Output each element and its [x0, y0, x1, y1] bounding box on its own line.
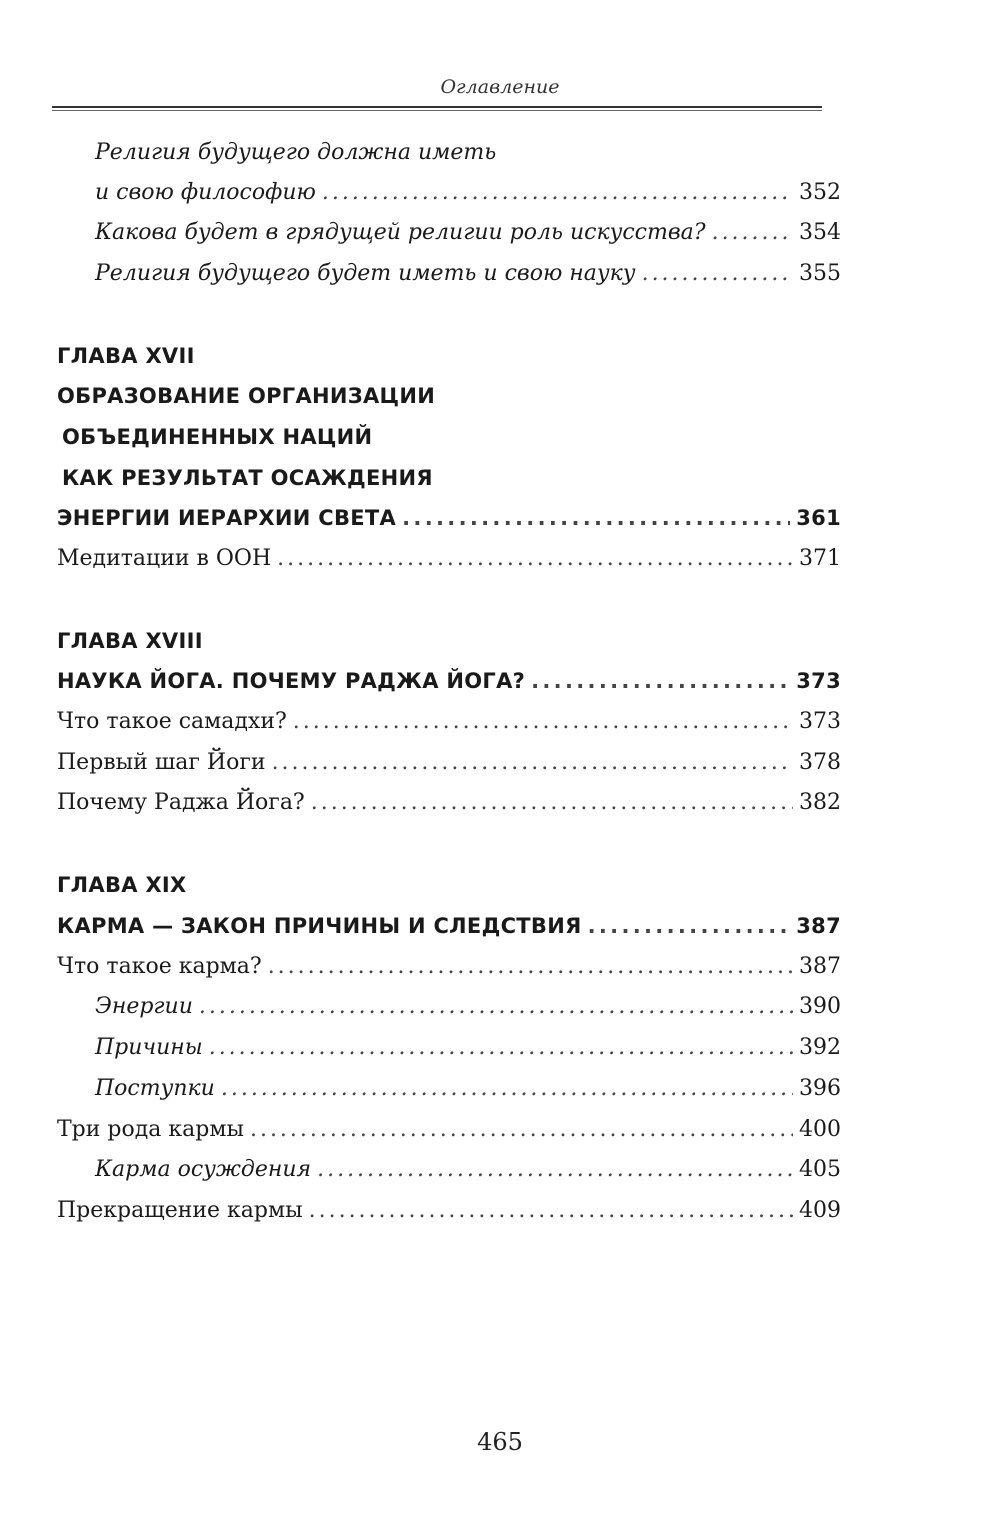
page-number: 465: [477, 1428, 523, 1456]
entry-page: 405: [799, 1157, 841, 1182]
chapter-entry: [57, 664, 841, 698]
chapter-entry: [57, 501, 841, 535]
chapter-title-line: ОБРАЗОВАНИЕ ОРГАНИЗАЦИИ: [57, 384, 436, 408]
entry-page: 355: [799, 261, 841, 286]
chapter-label: ГЛАВА XVIII: [57, 629, 203, 653]
leader-dots: [277, 542, 793, 576]
chapter-page: 387: [796, 914, 841, 938]
entry-page: 409: [799, 1198, 841, 1223]
toc-entry: [57, 746, 841, 780]
toc-entry: [95, 257, 841, 291]
entry-title: Первый шаг Йоги: [57, 750, 266, 775]
leader-dots: [588, 909, 791, 943]
chapter-page: 361: [796, 506, 841, 530]
entry-title: Почему Раджа Йога?: [57, 790, 305, 815]
entry-title: Поступки: [95, 1076, 215, 1101]
leader-dots: [293, 705, 793, 739]
header-rule: [52, 106, 822, 108]
entry-title: Три рода кармы: [57, 1117, 244, 1142]
toc-entry: [57, 1194, 841, 1228]
entry-page: 382: [799, 790, 841, 815]
toc-entry: [95, 1153, 841, 1187]
leader-dots: [199, 990, 793, 1024]
leader-dots: [309, 1194, 793, 1228]
header-rule-thin: [52, 110, 822, 111]
leader-dots: [311, 786, 793, 820]
entry-page: 390: [799, 994, 841, 1019]
chapter-title-line: ЭНЕРГИИ ИЕРАРХИИ СВЕТА: [57, 506, 397, 530]
running-head: Оглавление: [440, 76, 560, 98]
entry-title: Энергии: [95, 994, 193, 1019]
leader-dots: [272, 746, 793, 780]
leader-dots: [642, 257, 793, 291]
entry-title: Карма осуждения: [95, 1157, 312, 1182]
leader-dots: [317, 1153, 793, 1187]
chapter-label: ГЛАВА XVII: [57, 344, 195, 368]
entry-page: 396: [799, 1076, 841, 1101]
toc-entry: [95, 136, 841, 170]
entry-page: 354: [799, 220, 841, 245]
leader-dots: [531, 664, 790, 698]
toc-entry: [57, 705, 841, 739]
chapter-title-line: КАК РЕЗУЛЬТАТ ОСАЖДЕНИЯ: [62, 466, 433, 490]
chapter-title: НАУКА ЙОГА. ПОЧЕМУ РАДЖА ЙОГА?: [57, 669, 526, 693]
entry-page: 352: [799, 180, 841, 205]
toc-entry: [57, 542, 841, 576]
chapter-label: ГЛАВА XIX: [57, 873, 187, 897]
entry-page: 373: [799, 709, 841, 734]
leader-dots: [209, 1031, 793, 1065]
entry-title: Религия будущего должна иметь: [95, 140, 497, 165]
leader-dots: [250, 1113, 793, 1147]
chapter-title: КАРМА — ЗАКОН ПРИЧИНЫ И СЛЕДСТВИЯ: [57, 914, 582, 938]
entry-page: 392: [799, 1035, 841, 1060]
entry-title: Что такое самадхи?: [57, 709, 287, 734]
entry-title: Прекращение кармы: [57, 1198, 303, 1223]
toc-entry: [57, 786, 841, 820]
entry-page: 378: [799, 750, 841, 775]
toc-entry: [95, 1031, 841, 1065]
chapter-title-line: ОБЪЕДИНЕННЫХ НАЦИЙ: [62, 425, 373, 449]
toc-entry: [95, 990, 841, 1024]
entry-title: Что такое карма?: [57, 954, 262, 979]
toc-entry: [95, 176, 841, 210]
leader-dots: [268, 950, 793, 984]
entry-title: Медитации в ООН: [57, 546, 272, 571]
chapter-page: 373: [796, 669, 841, 693]
leader-dots: [402, 501, 790, 535]
toc-entry: [57, 1113, 841, 1147]
leader-dots: [712, 216, 793, 250]
entry-title: Какова будет в грядущей религии роль искусства?: [95, 220, 706, 245]
entry-page: 387: [799, 954, 841, 979]
entry-title: и свою философию: [95, 180, 316, 205]
toc-entry: [57, 950, 841, 984]
entry-page: 400: [799, 1117, 841, 1142]
chapter-entry: [57, 909, 841, 943]
entry-title: Религия будущего будет иметь и свою науку: [95, 261, 636, 286]
leader-dots: [322, 176, 793, 210]
leader-dots: [221, 1072, 793, 1106]
entry-page: 371: [799, 546, 841, 571]
toc-entry: [95, 216, 841, 250]
entry-title: Причины: [95, 1035, 203, 1060]
toc-entry: [95, 1072, 841, 1106]
